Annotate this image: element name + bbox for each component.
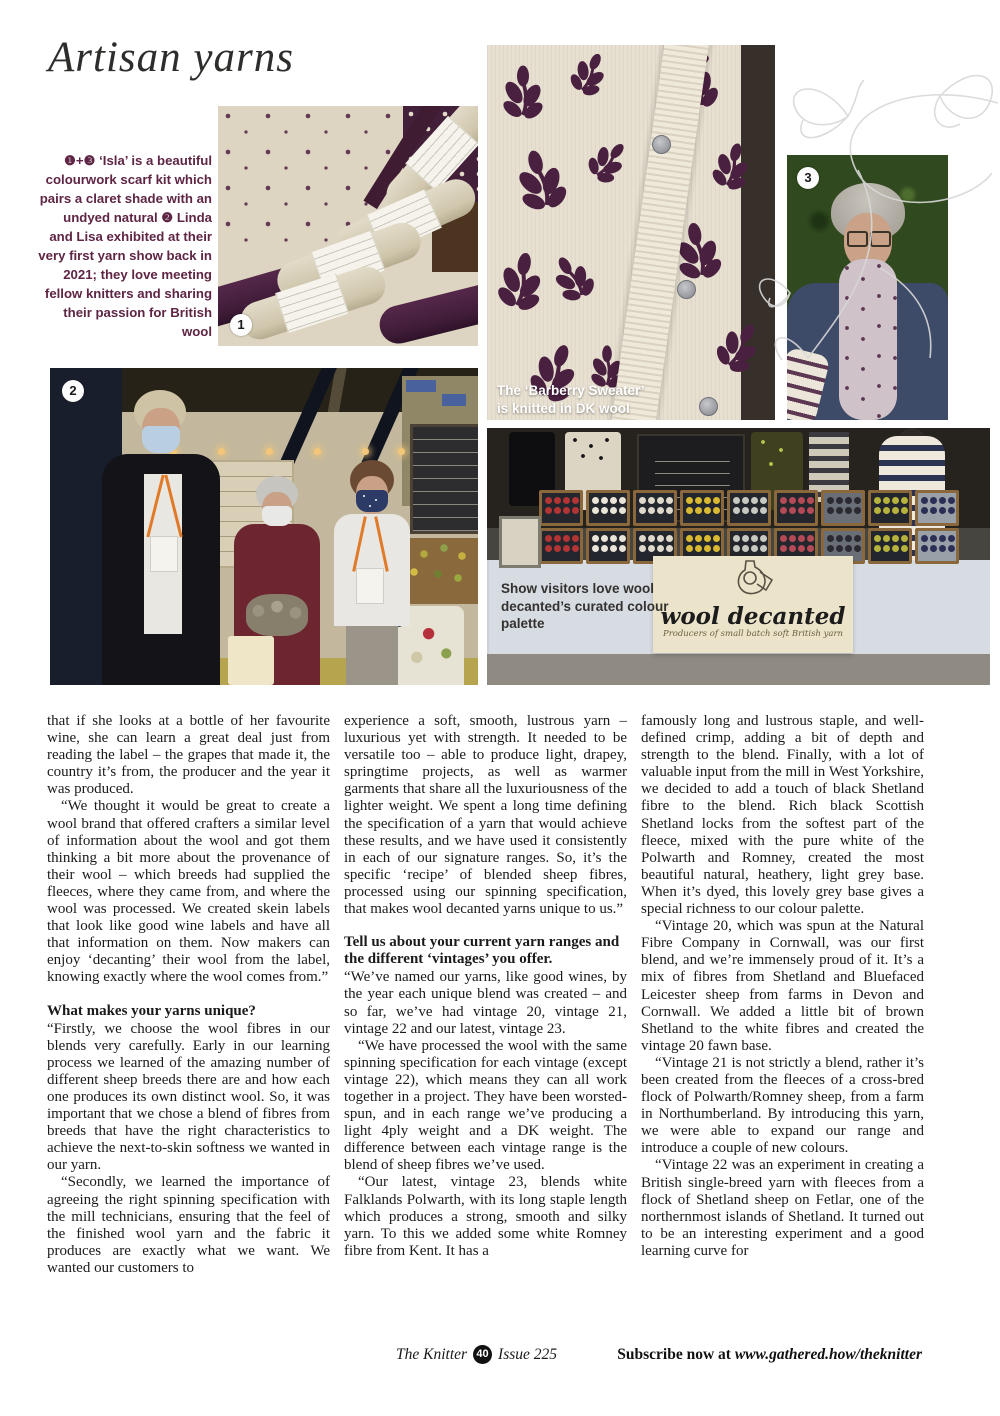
body-paragraph: experience a soft, smooth, lustrous yarn – luxurious yet with strength. It needed to be versatile too – able to produce light, drapey, springtime projects, as well as warmer garments that share all the luxuriousness of the lighter weight. We spent a long time defining the specification of a yarn that would achieve these results, and we have used it consistently in each of our signature ranges. So, it’s the specific ‘recipe’ of blended sheep fibres, processed using our spinning specification, that makes wool decanted yarns unique to us.” xyxy=(344,713,627,918)
cardigan-button xyxy=(677,280,696,299)
subscribe-url: www.gathered.how/theknitter xyxy=(734,1346,922,1363)
photo-yarn-show xyxy=(50,368,478,685)
photo-marker-1: 1 xyxy=(230,314,252,336)
name-badge xyxy=(356,568,384,604)
yarn-crate xyxy=(586,490,630,526)
page-title: Artisan yarns xyxy=(48,34,294,81)
body-paragraph: “Secondly, we learned the importance of agreeing the right spinning specification with the mill technicians, ensuring that the feel of the finished wool yarn and the fabric it produces are exactly what we want. We wanted our customers to xyxy=(47,1174,330,1276)
magazine-name: The Knitter xyxy=(396,1346,468,1363)
colourwork-scarf xyxy=(839,259,897,420)
face-mask xyxy=(262,506,292,526)
yarn-skein xyxy=(376,274,478,346)
floor xyxy=(487,654,990,685)
body-paragraph: “Firstly, we choose the wool fibres in our blends very carefully. Early in our learning process we learned of the amazing number of different sheep breeds there are and how each one produces its own distinct wool. So, it was important that we chose a blend of fibres from breeds that have the right characteristics to achieve the next-to-skin softness we wanted in our yarn. xyxy=(47,1020,330,1174)
yarn-crate xyxy=(821,490,865,526)
wall-sign xyxy=(442,394,466,406)
photo-caption-stall: Show visitors love wool decanted’s curated colour palette xyxy=(501,581,669,631)
section-heading: Tell us about your current yarn ranges and the different ‘vintages’ you offer. xyxy=(344,934,620,968)
body-paragraph: famously long and lustrous staple, and well-defined crimp, adding a bit of depth and strength to the blend. Finally, with a lot of valuable input from the mill in West Yorkshire, we decided to add a touch of black Shetland fibre to the blend. Rich black Scottish Shetland locks from the softest part of the fleece, mixed with the pure white of the Polwarth and Romney, created the most beautiful natural, heathery, light grey base. When it’s dyed, this lovely grey base gives a special richness to our colour palette. xyxy=(641,713,924,918)
body-paragraph: “Our latest, vintage 23, blends white Falklands Polwarth, with its long staple length which produces a strong, smooth and silky yarn. To this we added some white Romney fibre from Kent. It has a xyxy=(344,1174,627,1259)
footer-subscribe xyxy=(617,1345,922,1364)
wall-sign xyxy=(406,380,436,392)
photo-yarn-kit xyxy=(218,106,478,346)
yarn-crate-row xyxy=(539,490,959,564)
article-column-1 xyxy=(47,713,330,1277)
body-paragraph: “We have processed the wool with the same spinning specification for each vintage (except vintage 22), which means they can all work together in a project. They have been worsted-spun, and in each range we’ve producing a light 4ply weight and a DK weight. The difference between each vintage range is the blend of sheep fibres we’ve used. xyxy=(344,1037,627,1174)
yarn-crate xyxy=(774,490,818,526)
photo-caption-kit: ❶+❸ ‘Isla’ is a beautiful colourwork scarf kit which pairs a claret shade with an undyed natural ❷ Linda and Lisa exhibited at their very first yarn show back in 2021; they love meeting fellow knitters and sharing their passion for British wool xyxy=(38,153,212,339)
face-mask xyxy=(356,490,388,512)
picture-frame xyxy=(499,516,541,568)
name-badge xyxy=(150,536,178,572)
body-paragraph: “Vintage 22 was an experiment in creating a British single-breed yarn with fleeces from a flock of Shetland sheep on Fetlar, one of the northernmost islands of Shetland. It turned out to be an interesting experiment and a good learning curve for xyxy=(641,1157,924,1259)
footer-folio xyxy=(396,1345,557,1364)
issue-label: Issue 225 xyxy=(498,1346,558,1363)
stall-banner-subtitle: Producers of small batch soft British yarn xyxy=(662,629,844,639)
photo-marker-2: 2 xyxy=(62,380,84,402)
yarn-crate xyxy=(680,490,724,526)
yarn-crate xyxy=(868,528,912,564)
yarn-crate xyxy=(868,490,912,526)
cardigan-button xyxy=(699,397,718,416)
body-paragraph: “We thought it would be great to create a wool brand that offered crafters a similar level of information about the wool and got them thinking a bit more about the provenance of their wool – which breeds had supplied the fleeces, where they came from, and where the wool was processed. We created skein labels that look like good wine labels and have all that information on them. Now makers can enjoy ‘decanting’ their wool from the label, knowing exactly where the wool comes from.” xyxy=(47,798,330,986)
page-number-badge: 40 xyxy=(473,1345,492,1364)
photo-caption-barberry: The ‘Barberry Sweater’ is knitted in DK wool xyxy=(497,383,644,416)
chalkboard-sign xyxy=(410,424,478,534)
body-paragraph: “Vintage 20, which was spun at the Natural Fibre Company in Cornwall, was our first blend, and we’re immensely proud of it. It’s a mix of fibres from Shetland and Bluefaced Leicester sheep from farms in Devon and Cornwall. We added a little bit of brown Shetland to the white fibres and created the vintage 20 fawn base. xyxy=(641,918,924,1054)
yarn-crate xyxy=(586,528,630,564)
photo-maker-portrait xyxy=(787,155,948,420)
subscribe-prefix: Subscribe now at xyxy=(617,1346,735,1363)
yarn-crate xyxy=(633,490,677,526)
article-column-3 xyxy=(641,713,924,1260)
photo-marker-3: 3 xyxy=(797,167,819,189)
decanter-icon xyxy=(724,558,782,598)
body-paragraph: that if she looks at a bottle of her favourite wine, she can learn a great deal just from reading the label – the grapes that made it, the country it’s from, the producer and the year it was produced. xyxy=(47,713,330,798)
article-column-2 xyxy=(344,713,627,1260)
yarn-crate xyxy=(539,528,583,564)
yarn-bundle xyxy=(246,594,308,636)
section-heading: What makes your yarns unique? xyxy=(47,1002,256,1019)
body-paragraph: “Vintage 21 is not strictly a blend, rather it’s been created from the fleeces of a cross-bred flock of Polwarth/Romney sheep, from a farm in Northumberland. By introducing this yarn, we were able to expand our range and introduce a couple of new colours. xyxy=(641,1054,924,1157)
body-paragraph: “We’ve named our yarns, like good wines, by the year each unique blend was created – and so far, we’ve had vintage 20, vintage 21, vintage 22 and our latest, vintage 23. xyxy=(344,969,627,1037)
visitor-trousers xyxy=(346,626,398,685)
cardigan-button xyxy=(652,135,671,154)
stall-banner-title: wool decanted xyxy=(660,603,846,630)
photo-barberry-sweater xyxy=(487,45,775,420)
photo-wool-decanted-stall xyxy=(487,428,990,685)
face-mask xyxy=(142,426,180,453)
yarn-crate xyxy=(727,490,771,526)
yarn-crate xyxy=(539,490,583,526)
stall-banner xyxy=(653,556,853,653)
yarn-crate xyxy=(915,490,959,526)
tote-bag xyxy=(228,636,274,685)
yarn-crate xyxy=(915,528,959,564)
person-glasses xyxy=(847,231,889,244)
